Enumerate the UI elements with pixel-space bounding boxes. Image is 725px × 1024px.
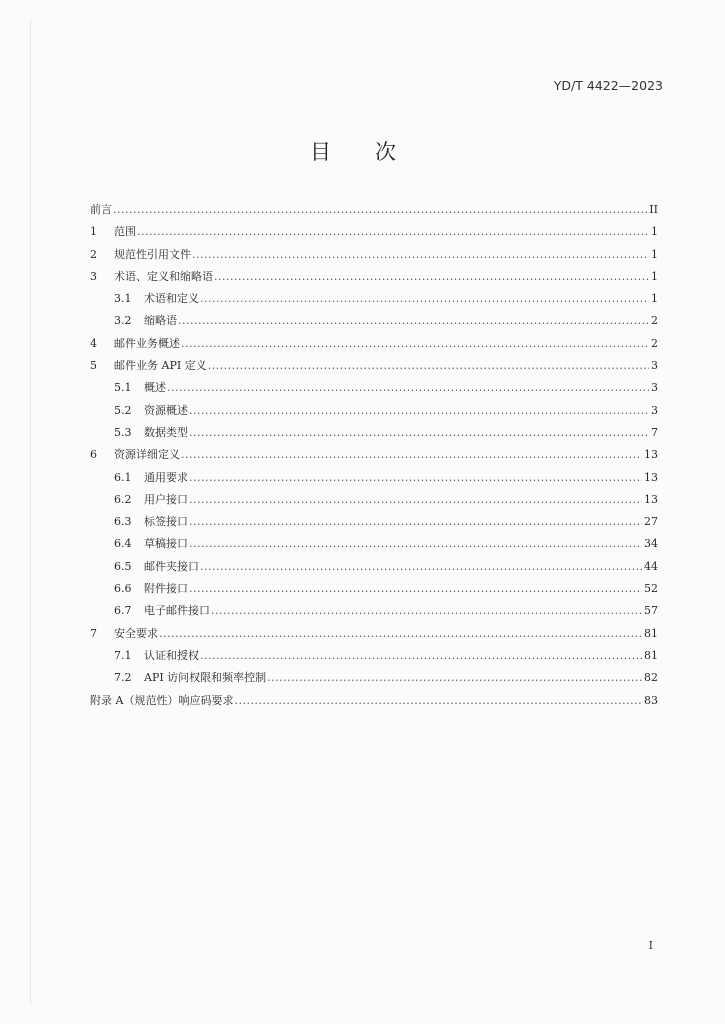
toc-entry[interactable]	[90, 400, 658, 422]
toc-entry[interactable]	[90, 266, 658, 288]
toc-entry-label: 邮件业务 API 定义	[114, 359, 207, 373]
toc-entry-label: 术语、定义和缩略语	[114, 269, 213, 283]
toc-entry-page: 7	[651, 425, 658, 439]
toc-entry[interactable]	[90, 511, 658, 533]
toc-leader-dots	[189, 400, 649, 422]
toc-entry[interactable]	[90, 623, 658, 645]
toc-entry-number: 6.4	[114, 537, 132, 551]
toc-entry-label: 资源概述	[144, 403, 188, 417]
toc-entry-number: 6.5	[114, 559, 132, 573]
toc-entry-page: 82	[644, 671, 658, 685]
toc-leader-dots	[234, 690, 642, 712]
toc-entry-label: 范围	[114, 225, 136, 239]
toc-entry-page: 44	[644, 559, 658, 573]
toc-entry-label: 规范性引用文件	[114, 247, 191, 261]
toc-entry-page: 34	[644, 537, 658, 551]
toc-entry-page: 83	[644, 693, 658, 707]
toc-entry-number: 6.7	[114, 604, 132, 618]
toc-entry-page: 57	[644, 604, 658, 618]
toc-entry-page: 3	[651, 359, 658, 373]
toc-entry-number: 7.1	[114, 648, 132, 662]
toc-leader-dots	[181, 333, 649, 355]
toc-entry-number: 6.6	[114, 582, 132, 596]
toc-entry-label: 认证和授权	[144, 648, 199, 662]
page-number: I	[648, 939, 653, 952]
toc-entry[interactable]	[90, 422, 658, 444]
toc-entry[interactable]	[90, 556, 658, 578]
toc-entry[interactable]	[90, 467, 658, 489]
toc-entry-page: 2	[651, 336, 658, 350]
toc-entry-page: 1	[651, 269, 658, 283]
toc-leader-dots	[189, 578, 642, 600]
toc-entry-number: 1	[90, 225, 97, 239]
toc-entry-number: 5	[90, 359, 97, 373]
toc-entry-page: 81	[644, 626, 658, 640]
toc-entry-page: 52	[644, 582, 658, 596]
toc-leader-dots	[167, 377, 649, 399]
toc-entry-label: 草稿接口	[144, 537, 188, 551]
document-code: YD/T 4422—2023	[553, 78, 663, 93]
toc-entry-number: 7	[90, 626, 97, 640]
toc-entry[interactable]	[90, 244, 658, 266]
page-edge	[30, 20, 31, 1004]
toc-entry-number: 7.2	[114, 671, 132, 685]
toc-entry-label: 用户接口	[144, 492, 188, 506]
toc-leader-dots	[189, 533, 642, 555]
toc-entry-label: 资源详细定义	[114, 448, 180, 462]
toc-entry-label: 附录 A（规范性）响应码要求	[90, 693, 234, 707]
toc-entry-label: 标签接口	[144, 515, 188, 529]
toc-leader-dots	[113, 199, 647, 221]
toc-leader-dots	[189, 422, 649, 444]
toc-entry-label: 数据类型	[144, 425, 188, 439]
toc-entry-number: 5.1	[114, 381, 132, 395]
toc-entry-number: 4	[90, 336, 97, 350]
toc-entry[interactable]	[90, 489, 658, 511]
toc-entry[interactable]	[90, 645, 658, 667]
toc-leader-dots	[200, 288, 649, 310]
toc-entry-page: 1	[651, 225, 658, 239]
toc-entry[interactable]	[90, 667, 658, 689]
toc-entry-page: 27	[644, 515, 658, 529]
toc-entry[interactable]	[90, 578, 658, 600]
toc-entry-label: 电子邮件接口	[144, 604, 210, 618]
toc-entry-label: 附件接口	[144, 582, 188, 596]
toc-entry-number: 6.3	[114, 515, 132, 529]
toc-entry[interactable]	[90, 355, 658, 377]
toc-entry[interactable]	[90, 533, 658, 555]
toc-entry[interactable]	[90, 221, 658, 243]
toc-leader-dots	[181, 444, 642, 466]
toc-leader-dots	[189, 489, 642, 511]
toc-entry-number: 5.2	[114, 403, 132, 417]
toc-entry-label: 术语和定义	[144, 292, 199, 306]
toc-entry-page: 3	[651, 381, 658, 395]
toc-entry-page: 3	[651, 403, 658, 417]
toc-leader-dots	[214, 266, 649, 288]
toc-entry-number: 6	[90, 448, 97, 462]
toc-entry[interactable]	[90, 377, 658, 399]
toc-entry-page: 1	[651, 247, 658, 261]
toc-entry[interactable]	[90, 444, 658, 466]
toc-entry-page: 13	[644, 470, 658, 484]
toc-leader-dots	[208, 355, 649, 377]
toc-entry-number: 3.1	[114, 292, 132, 306]
toc-title: 目次	[310, 140, 440, 164]
toc-entry-label: 邮件夹接口	[144, 559, 199, 573]
toc-entry-number: 5.3	[114, 425, 132, 439]
toc-entry[interactable]	[90, 288, 658, 310]
toc-leader-dots	[267, 667, 642, 689]
toc-entry-number: 6.2	[114, 492, 132, 506]
toc-entry[interactable]	[90, 333, 658, 355]
toc-entry[interactable]	[90, 310, 658, 332]
toc-entry-page: II	[649, 203, 658, 216]
toc-leader-dots	[200, 645, 642, 667]
toc-entry-page: 1	[651, 292, 658, 306]
toc-leader-dots	[137, 221, 649, 243]
toc-entry-number: 3	[90, 269, 97, 283]
toc-leader-dots	[189, 511, 642, 533]
toc-leader-dots	[178, 310, 649, 332]
toc-entry-label: 通用要求	[144, 470, 188, 484]
toc-entry-page: 81	[644, 648, 658, 662]
toc-entry-label: 缩略语	[144, 314, 177, 328]
toc-entry[interactable]	[90, 600, 658, 622]
toc-entry-number: 3.2	[114, 314, 132, 328]
toc-leader-dots	[200, 556, 642, 578]
toc-entry-number: 6.1	[114, 470, 132, 484]
toc-entry-page: 13	[644, 492, 658, 506]
toc-entry-page: 2	[651, 314, 658, 328]
toc-entry-label: 前言	[90, 203, 112, 216]
toc-leader-dots	[192, 244, 649, 266]
toc-entry-label: 安全要求	[114, 626, 158, 640]
toc-entry[interactable]	[90, 199, 658, 221]
toc-entry-page: 13	[644, 448, 658, 462]
toc-entry-label: 邮件业务概述	[114, 336, 180, 350]
toc-leader-dots	[159, 623, 642, 645]
toc-entry-label: API 访问权限和频率控制	[144, 671, 267, 685]
toc-entry-label: 概述	[144, 381, 166, 395]
toc-entry-number: 2	[90, 247, 97, 261]
table-of-contents	[90, 199, 658, 712]
toc-entry[interactable]	[90, 690, 658, 712]
toc-leader-dots	[189, 467, 642, 489]
toc-leader-dots	[211, 600, 642, 622]
